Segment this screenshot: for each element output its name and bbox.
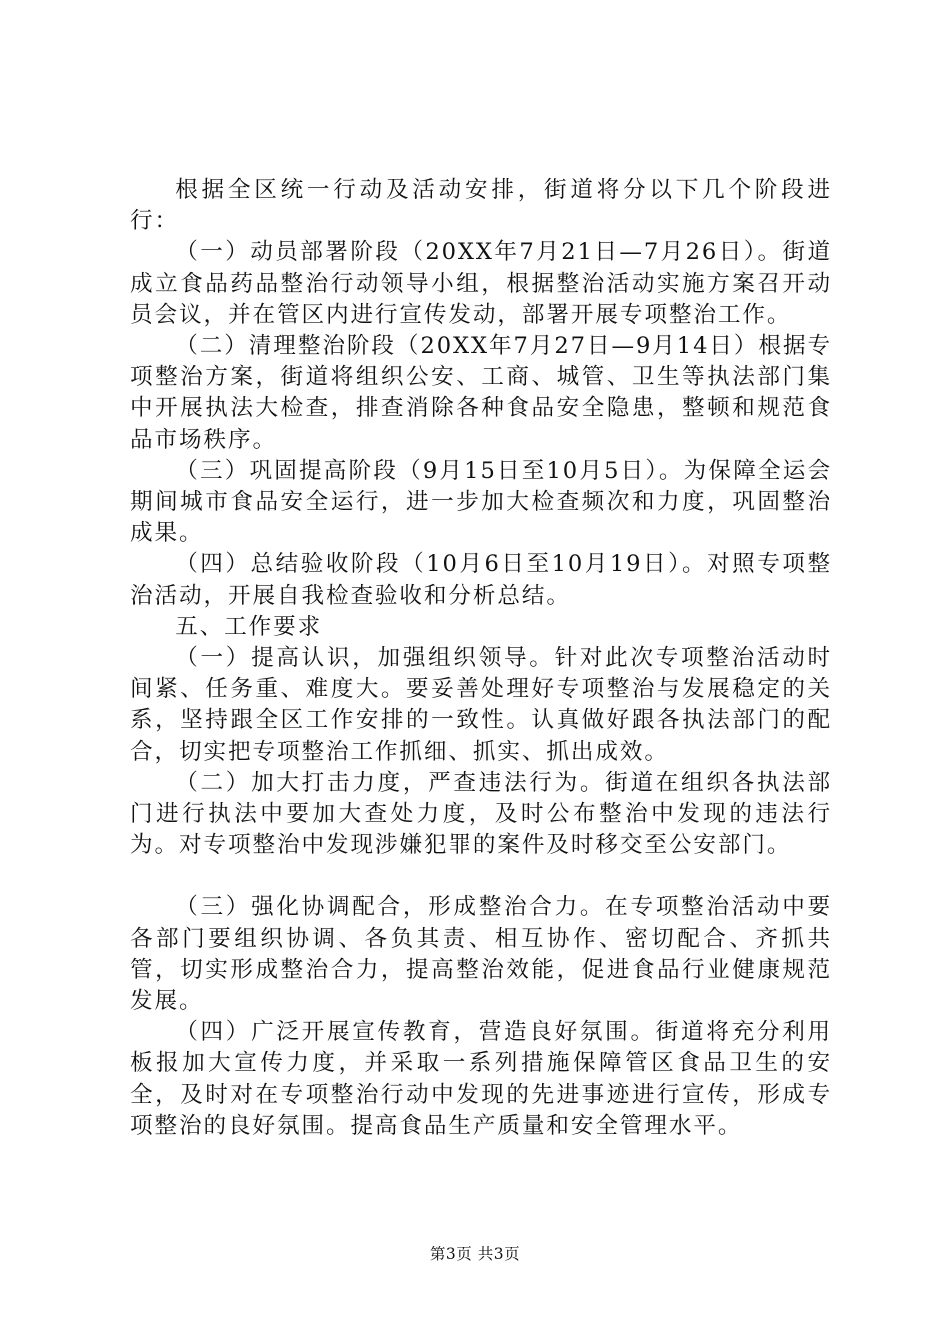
document-body	[130, 175, 832, 1142]
paragraph-stage-intro: 根据全区统一行动及活动安排，街道将分以下几个阶段进行：	[130, 177, 832, 235]
page-number-footer: 第3页 共3页	[429, 1245, 521, 1263]
paragraph-stage-summary: （四）总结验收阶段（10月6日至10月19日）。对照专项整治活动，开展自我检查验收和分析总结。	[130, 551, 832, 609]
paragraph-requirement-enforcement: （二）加大打击力度，严查违法行为。街道在组织各执法部门进行执法中要加大查处力度，及时公布整治中发现的违法行为。对专项整治中发现涉嫌犯罪的案件及时移交至公安部门。	[130, 769, 832, 859]
paragraph-stage-consolidation: （三）巩固提高阶段（9月15日至10月5日）。为保障全运会期间城市食品安全运行，进一步加大检查频次和力度，巩固整治成果。	[130, 457, 832, 547]
section-heading-work-requirements: 五、工作要求	[175, 613, 323, 640]
paragraph-stage-mobilization: （一）动员部署阶段（20XX年7月21日—7月26日）。街道成立食品药品整治行动领导小组，根据整治活动实施方案召开动员会议，并在管区内进行宣传发动，部署开展专项整治工作。	[130, 239, 832, 328]
paragraph-requirement-awareness: （一）提高认识，加强组织领导。针对此次专项整治活动时间紧、任务重、难度大。要妥善处理好专项整治与发展稳定的关系，坚持跟全区工作安排的一致性。认真做好跟各执法部门的配合，切实把专项整治工作抓细、抓实、抓出成效。	[130, 645, 832, 765]
paragraph-requirement-publicity: （四）广泛开展宣传教育，营造良好氛围。街道将充分利用板报加大宣传力度，并采取一系列措施保障管区食品卫生的安全，及时对在专项整治行动中发现的先进事迹进行宣传，形成专项整治的良好氛围。提高食品生产质量和安全管理水平。	[130, 1019, 832, 1139]
paragraph-stage-cleanup: （二）清理整治阶段（20XX年7月27日—9月14日）根据专项整治方案，街道将组织公安、工商、城管、卫生等执法部门集中开展执法大检查，排查消除各种食品安全隐患，整顿和规范食品市场秩序。	[130, 333, 832, 453]
paragraph-requirement-coordination: （三）强化协调配合，形成整治合力。在专项整治活动中要各部门要组织协调、各负其责、相互协作、密切配合、齐抓共管，切实形成整治合力，提高整治效能，促进食品行业健康规范发展。	[130, 894, 832, 1015]
